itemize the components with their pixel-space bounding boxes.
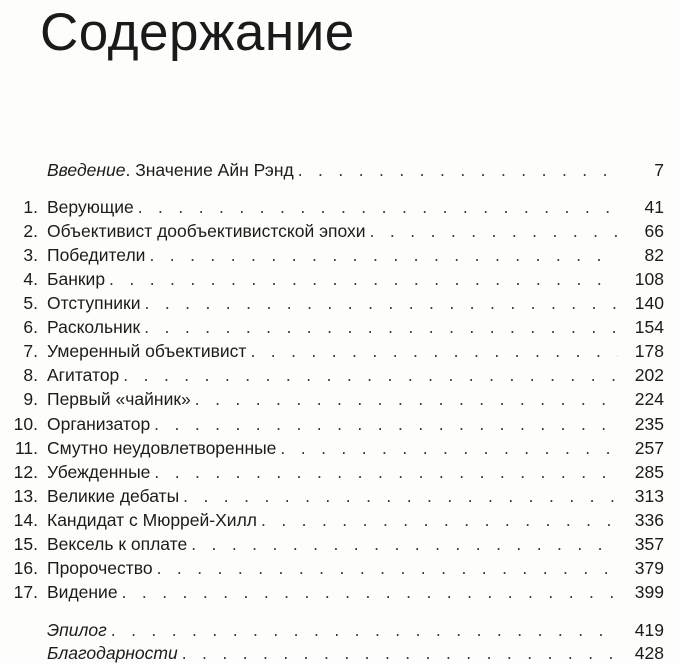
toc-entry[interactable] <box>0 484 680 508</box>
entry-page: 202 <box>634 365 664 386</box>
entry-page: 7 <box>654 160 664 180</box>
dot-leader <box>111 618 618 642</box>
dot-leader <box>250 339 618 363</box>
entry-number: 2. <box>23 221 38 242</box>
entry-page: 224 <box>634 389 664 410</box>
toc-entry[interactable] <box>0 195 680 219</box>
entry-label-rest: . Значение Айн Рэнд <box>125 160 294 180</box>
dot-leader <box>191 532 618 556</box>
toc-entry[interactable] <box>0 267 680 291</box>
entry-number: 1. <box>23 197 38 217</box>
dot-leader <box>144 315 618 339</box>
entry-page: 336 <box>634 509 664 530</box>
toc-entry-back-matter[interactable] <box>0 618 680 642</box>
dot-leader <box>109 267 618 291</box>
entry-label: Видение <box>47 581 118 602</box>
toc-entry[interactable] <box>0 243 680 267</box>
dot-leader <box>145 291 619 315</box>
entry-number: 6. <box>23 317 38 338</box>
entry-number: 7. <box>23 341 38 362</box>
entry-label <box>47 158 294 182</box>
toc-entry-back-matter[interactable] <box>0 641 680 665</box>
entry-page: 428 <box>634 642 664 663</box>
entry-label: Вексель к оплате <box>47 533 188 554</box>
entry-label: Убежденные <box>47 461 151 482</box>
entry-label: Великие дебаты <box>47 485 180 506</box>
entry-page: 108 <box>634 269 664 290</box>
dot-leader <box>195 387 618 411</box>
entry-page: 379 <box>634 557 664 578</box>
entry-label: Умеренный объективист <box>47 341 247 362</box>
entry-number: 15. <box>13 533 38 554</box>
entry-page: 399 <box>634 581 664 602</box>
toc-entry[interactable] <box>0 339 680 363</box>
entry-number: 8. <box>23 365 38 386</box>
entry-number: 4. <box>23 269 38 290</box>
entry-label: Агитатор <box>47 365 120 386</box>
dot-leader <box>138 195 618 219</box>
toc-entry-intro[interactable] <box>0 158 680 182</box>
dot-leader <box>298 158 618 182</box>
dot-leader <box>157 556 618 580</box>
toc-entry[interactable] <box>0 412 680 436</box>
entry-label: Смутно неудовлетворенные <box>47 437 277 458</box>
entry-label: Организатор <box>47 413 151 434</box>
dot-leader <box>280 436 618 460</box>
entry-label: Отступники <box>47 293 141 314</box>
toc-entry[interactable] <box>0 436 680 460</box>
toc-entry[interactable] <box>0 387 680 411</box>
toc-entry[interactable] <box>0 363 680 387</box>
toc-entry[interactable] <box>0 460 680 484</box>
dot-leader <box>183 484 618 508</box>
entry-number: 12. <box>13 461 38 482</box>
dot-leader <box>154 412 618 436</box>
entry-number: 14. <box>13 509 38 530</box>
page-title: Содержание <box>40 3 355 62</box>
entry-page: 257 <box>634 437 664 458</box>
entry-page: 357 <box>634 533 664 554</box>
dot-leader <box>123 363 618 387</box>
toc-entry[interactable] <box>0 219 680 243</box>
dot-leader <box>370 219 618 243</box>
dot-leader <box>122 580 618 604</box>
dot-leader <box>154 460 618 484</box>
entry-label-italic: Введение <box>47 160 126 180</box>
entry-number: 11. <box>14 437 38 458</box>
toc-entry[interactable] <box>0 508 680 532</box>
entry-page: 82 <box>644 245 664 266</box>
entry-page: 313 <box>634 485 664 506</box>
entry-page: 235 <box>634 413 664 434</box>
toc-entry[interactable] <box>0 532 680 556</box>
entry-number: 5. <box>23 293 38 314</box>
entry-number: 13. <box>13 485 38 506</box>
entry-page: 66 <box>644 221 664 242</box>
entry-number: 9. <box>23 389 38 410</box>
toc-entry[interactable] <box>0 580 680 604</box>
entry-label: Эпилог <box>47 620 107 640</box>
toc-entry[interactable] <box>0 315 680 339</box>
entry-number: 3. <box>23 245 38 266</box>
dot-leader <box>261 508 618 532</box>
entry-label: Пророчество <box>47 557 153 578</box>
entry-page: 41 <box>644 197 664 217</box>
toc-entry[interactable] <box>0 556 680 580</box>
entry-page: 285 <box>634 461 664 482</box>
entry-label: Верующие <box>47 197 134 217</box>
entry-label: Благодарности <box>47 642 178 663</box>
entry-number: 16. <box>13 557 38 578</box>
entry-page: 419 <box>634 620 664 640</box>
entry-page: 140 <box>634 293 664 314</box>
entry-label: Раскольник <box>47 317 141 338</box>
entry-label: Объективист дообъективистской эпохи <box>47 221 366 242</box>
entry-label: Первый «чайник» <box>47 389 191 410</box>
entry-page: 178 <box>634 341 664 362</box>
entry-label: Банкир <box>47 269 106 290</box>
entry-number: 17. <box>13 581 38 602</box>
dot-leader <box>182 641 618 665</box>
dot-leader <box>149 243 618 267</box>
entry-label: Кандидат с Мюррей-Хилл <box>47 509 257 530</box>
toc-entry[interactable] <box>0 291 680 315</box>
entry-number: 10. <box>13 413 38 434</box>
entry-page: 154 <box>634 317 664 338</box>
entry-label: Победители <box>47 245 146 266</box>
